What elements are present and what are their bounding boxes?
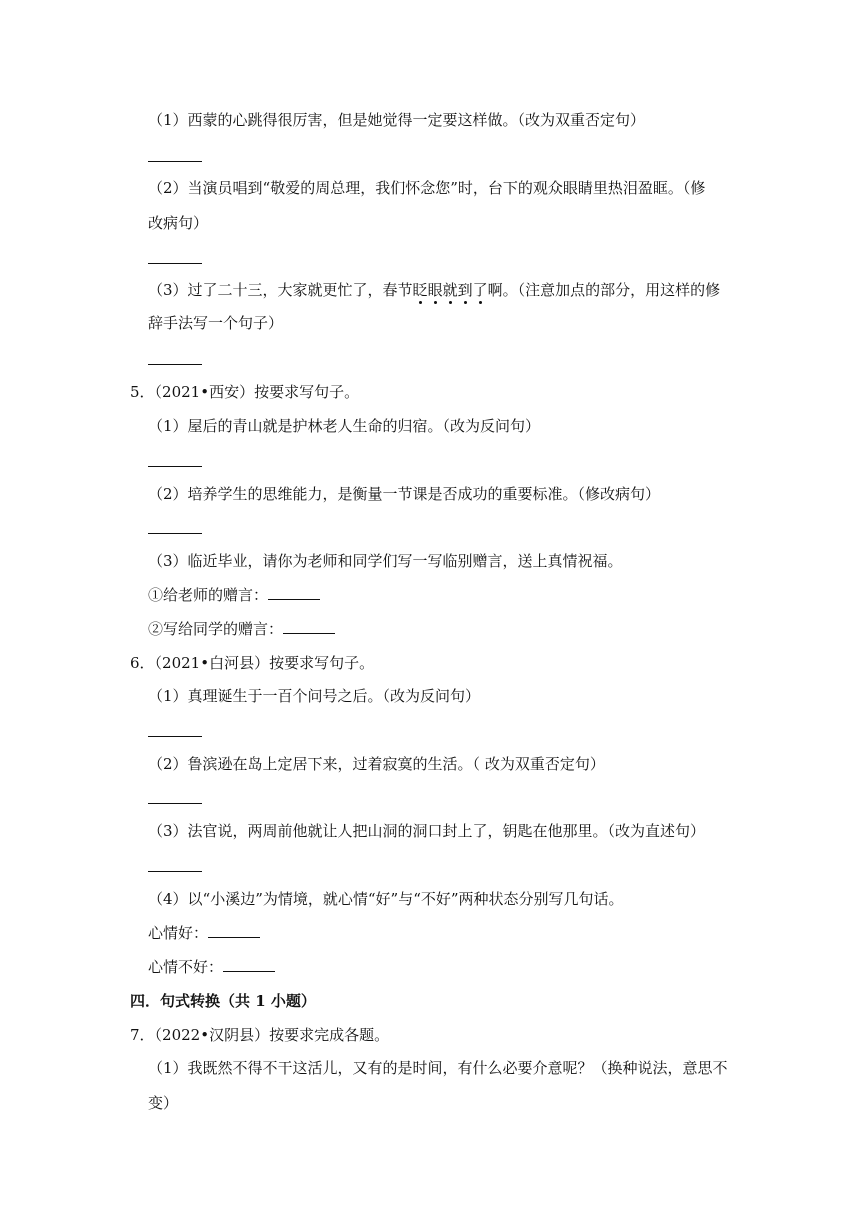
answer-blank bbox=[208, 923, 260, 938]
dotted-char: 就 bbox=[442, 281, 458, 299]
q4-s3-pre: （3）过了二十三，大家就更忙了，春节 bbox=[148, 281, 413, 299]
q5-sentence-1: （1）屋后的青山就是护林老人生命的归宿。（改为反问句） bbox=[148, 417, 541, 435]
q7-sentence-1: （1）我既然不得不干这活儿，又有的是时间，有什么必要介意呢？（换种说法，意思不 bbox=[148, 1059, 728, 1077]
q6-sentence-3: （3）法官说，两周前他就让人把山洞的洞口封上了，钥匙在他那里。（改为直述句） bbox=[148, 822, 706, 840]
q5-heading: 5．（2021•西安）按要求写句子。 bbox=[130, 383, 360, 401]
q5-item-b bbox=[148, 619, 335, 639]
answer-blank bbox=[148, 466, 202, 467]
section-title: 四．句式转换（共 1 小题） bbox=[130, 992, 316, 1010]
q5-item-a bbox=[148, 585, 320, 605]
q4-s3-post: 啊。（注意加点的部分，用这样的修 bbox=[487, 281, 721, 299]
answer-blank bbox=[223, 957, 275, 972]
q5-sentence-2: （2）培养学生的思维能力，是衡量一节课是否成功的重要标准。（修改病句） bbox=[148, 485, 661, 503]
dotted-char: 到 bbox=[457, 281, 473, 299]
answer-blank bbox=[148, 533, 202, 534]
answer-blank bbox=[148, 803, 202, 804]
q4-sentence-1: （1）西蒙的心跳得很厉害，但是她觉得一定要这样做。（改为双重否定句） bbox=[148, 111, 646, 129]
q6-sentence-1: （1）真理诞生于一百个问号之后。（改为反问句） bbox=[148, 687, 481, 705]
dotted-char: 眼 bbox=[427, 281, 443, 299]
dotted-char: 眨 bbox=[412, 281, 428, 299]
answer-blank bbox=[148, 736, 202, 737]
q4-sentence-2-cont: 改病句） bbox=[148, 214, 209, 232]
answer-blank bbox=[148, 263, 202, 264]
q4-sentence-3-cont: 辞手法写一个句子） bbox=[148, 314, 284, 332]
q6-item-good bbox=[148, 923, 260, 943]
q6-item-bad-label: 心情不好： bbox=[148, 958, 224, 976]
answer-blank bbox=[148, 161, 202, 162]
q7-sentence-1-cont: 变） bbox=[148, 1094, 179, 1112]
q6-heading: 6．（2021•白河县）按要求写句子。 bbox=[130, 654, 375, 672]
answer-blank bbox=[148, 871, 202, 872]
q6-item-bad bbox=[148, 957, 275, 977]
q5-sentence-3: （3）临近毕业，请你为老师和同学们写一写临别赠言，送上真情祝福。 bbox=[148, 552, 623, 570]
q4-sentence-2: （2）当演员唱到“敬爱的周总理，我们怀念您”时，台下的观众眼睛里热泪盈眶。（修 bbox=[148, 179, 706, 197]
answer-blank bbox=[283, 619, 335, 634]
answer-blank bbox=[268, 585, 320, 600]
dotted-char: 了 bbox=[472, 281, 488, 299]
q7-heading: 7．（2022•汉阴县）按要求完成各题。 bbox=[130, 1026, 390, 1044]
q6-sentence-2: （2）鲁滨逊在岛上定居下来，过着寂寞的生活。（ 改为双重否定句） bbox=[148, 755, 605, 773]
q6-item-good-label: 心情好： bbox=[148, 924, 209, 942]
q4-sentence-3 bbox=[148, 280, 720, 300]
answer-blank bbox=[148, 364, 202, 365]
q5-item-a-label: ①给老师的赠言： bbox=[148, 586, 269, 604]
q6-sentence-4: （4）以“小溪边”为情境，就心情“好”与“不好”两种状态分别写几句话。 bbox=[148, 890, 624, 908]
q5-item-b-label: ②写给同学的赠言： bbox=[148, 620, 284, 638]
